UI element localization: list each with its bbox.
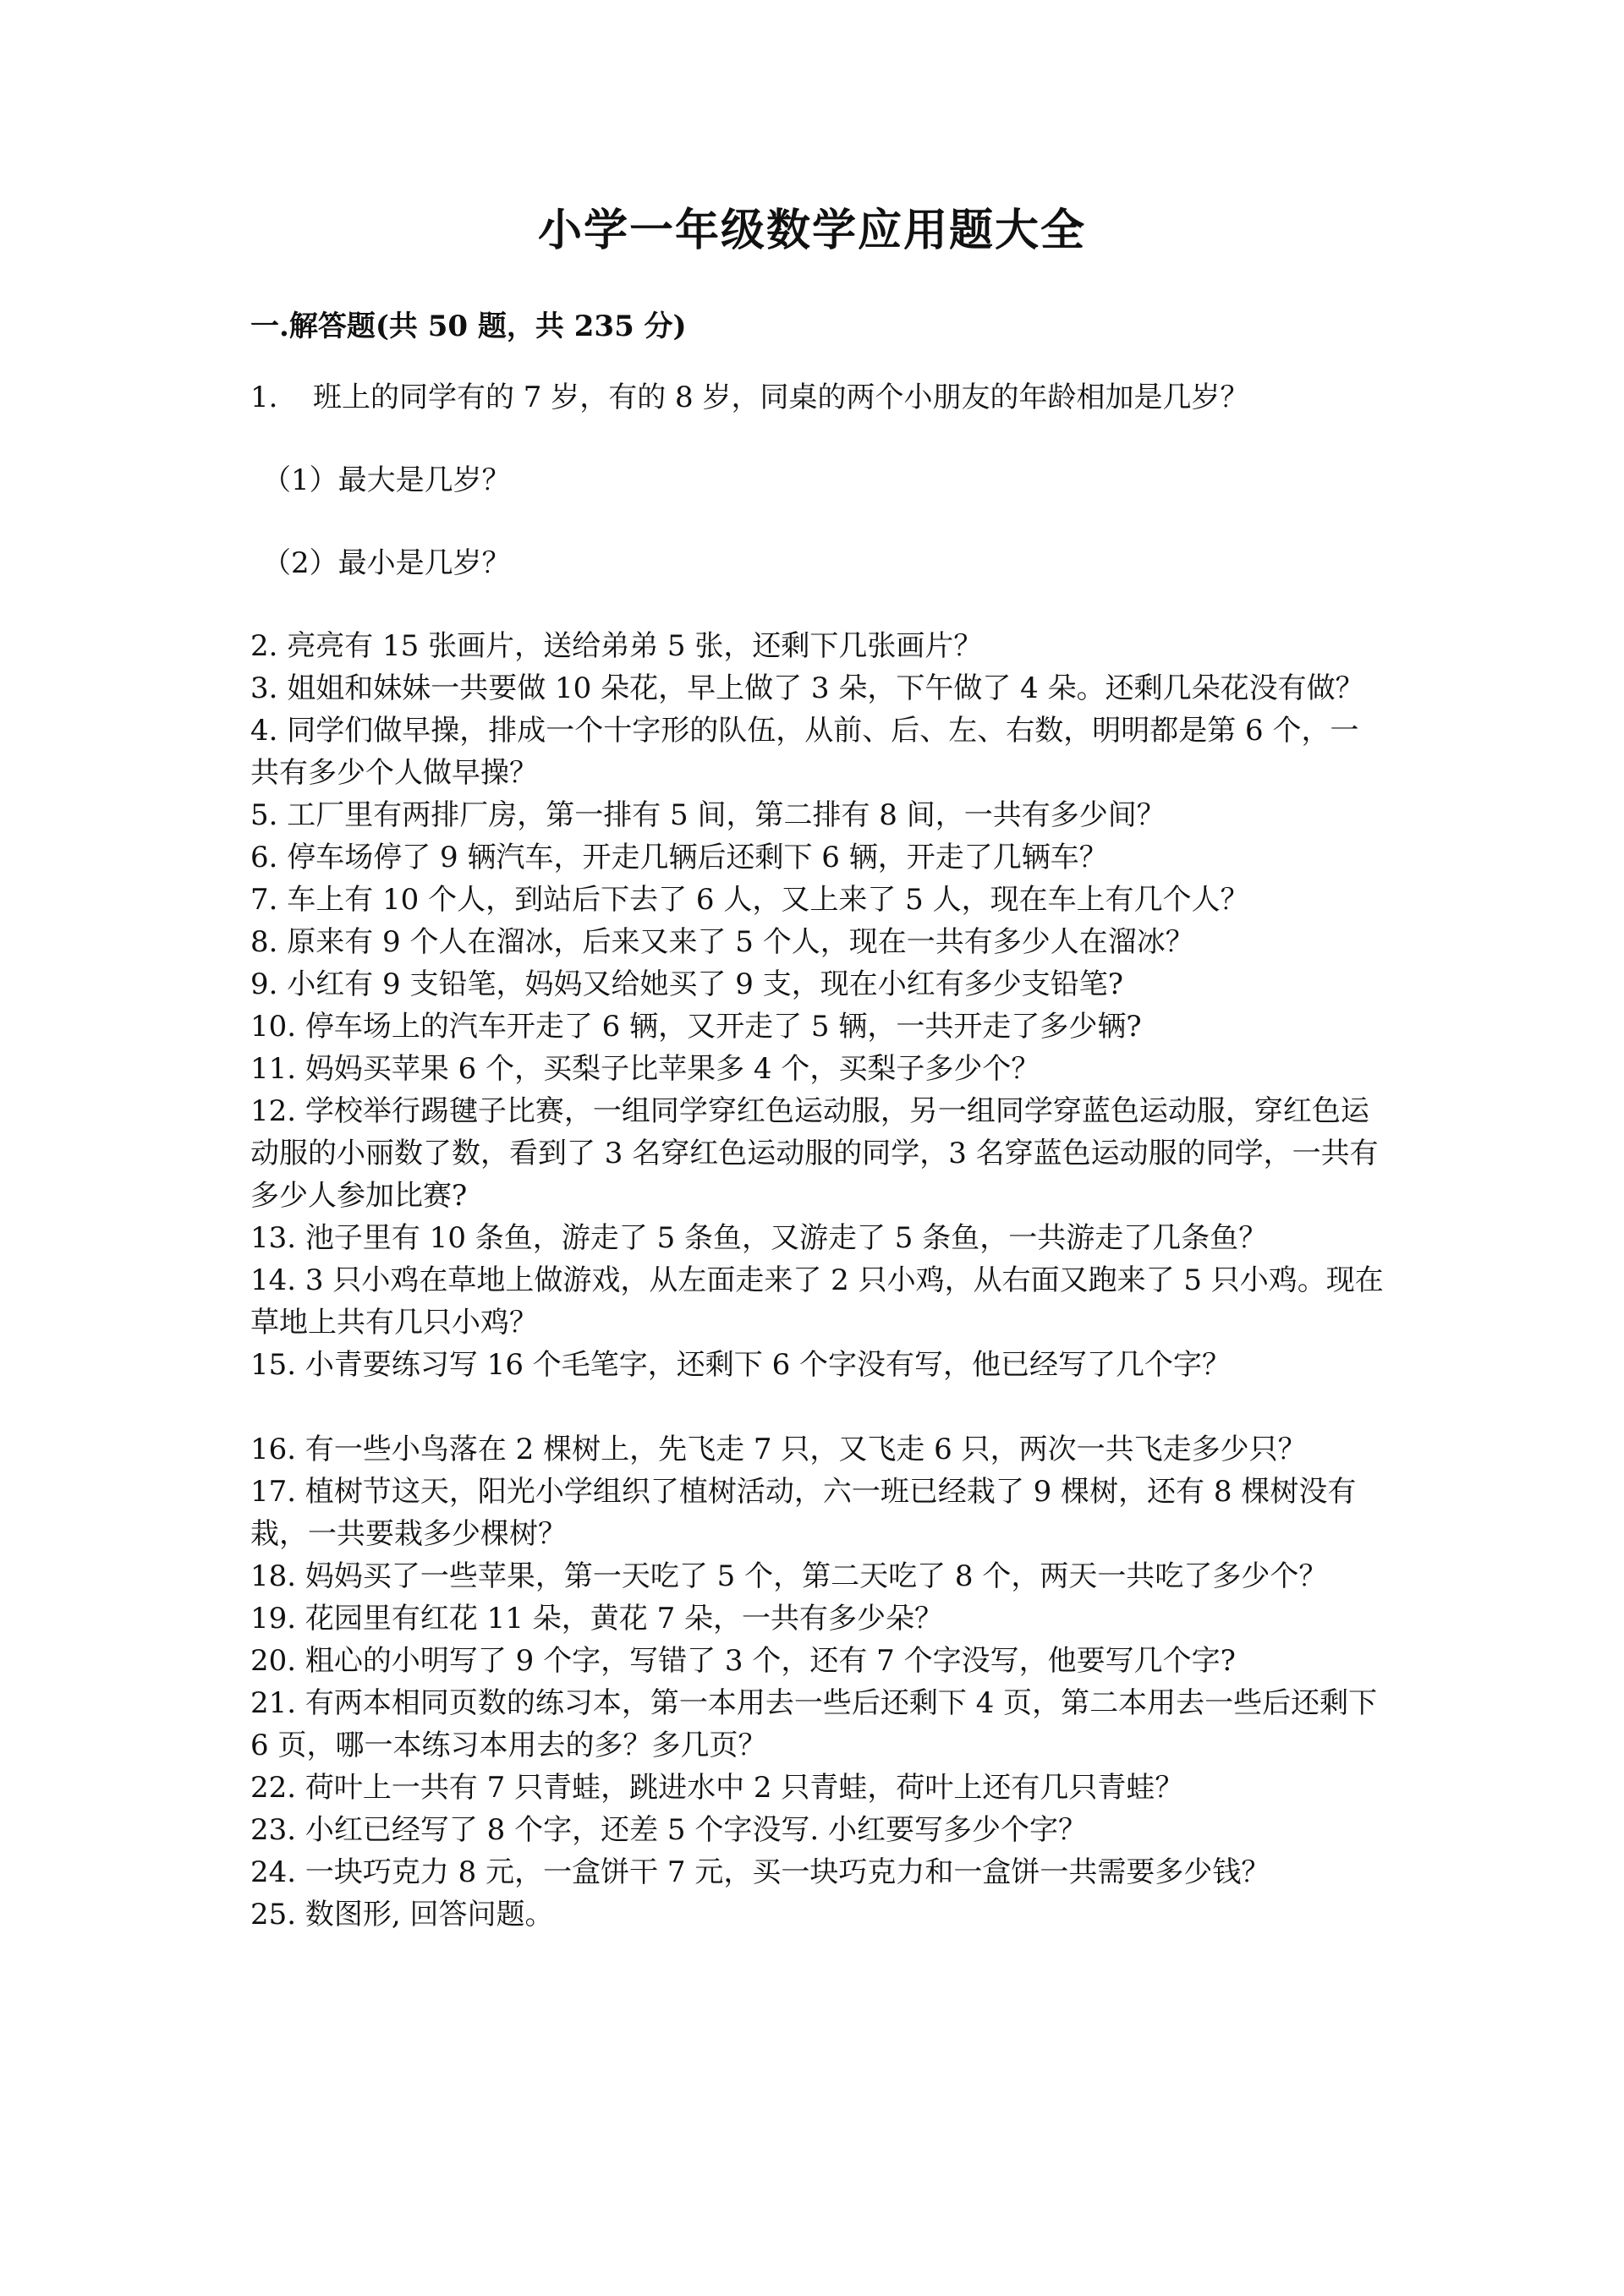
question-number: 1. [250,381,278,414]
question-item: 2. 亮亮有 15 张画片，送给弟弟 5 张，还剩下几张画片？ [250,629,983,663]
sub-question: （1）最大是几岁？ [262,463,511,497]
question-item: 4. 同学们做早操，排成一个十字形的队伍，从前、后、左、右数，明明都是第 6 个，一共有多少个人做早操？ [250,714,1359,790]
question-item: 12. 学校举行踢毽子比赛，一组同学穿红色运动服，另一组同学穿蓝色运动服，穿红色运动服的小丽数了数，看到了 3 名穿红色运动服的同学，3 名穿蓝色运动服的同学，一共有多少人参加比赛? [250,1094,1379,1213]
question-item: 20. 粗心的小明写了 9 个字，写错了 3 个，还有 7 个字没写，他要写几个字? [250,1644,1236,1678]
question-item: 25. 数图形, 回答问题。 [250,1898,554,1932]
sub-question: （2）最小是几岁？ [262,546,511,580]
question-item: 24. 一块巧克力 8 元，一盒饼干 7 元，买一块巧克力和一盒饼一共需要多少钱？ [250,1855,1270,1889]
question-item [250,376,1384,419]
question-item: 17. 植树节这天，阳光小学组织了植树活动，六一班已经栽了 9 棵树，还有 8 棵树没有栽，一共要栽多少棵树？ [250,1475,1357,1551]
question-item: 13. 池子里有 10 条鱼，游走了 5 条鱼，又游走了 5 条鱼，一共游走了几条鱼？ [250,1221,1268,1255]
question-item: 3. 姐姐和妹妹一共要做 10 朵花，早上做了 3 朵，下午做了 4 朵。还剩几朵花没有做？ [250,671,1364,705]
question-item: 11. 妈妈买苹果 6 个，买梨子比苹果多 4 个，买梨子多少个？ [250,1052,1040,1086]
question-item: 23. 小红已经写了 8 个字，还差 5 个字没写. 小红要写多少个字？ [250,1813,1087,1847]
question-item: 8. 原来有 9 个人在溜冰，后来又来了 5 个人，现在一共有多少人在溜冰？ [250,925,1194,959]
question-item: 22. 荷叶上一共有 7 只青蛙，跳进水中 2 只青蛙，荷叶上还有几只青蛙？ [250,1771,1184,1805]
question-item: 16. 有一些小鸟落在 2 棵树上，先飞走 7 只，又飞走 6 只，两次一共飞走多少只？ [250,1433,1307,1466]
page-title: 小学一年级数学应用题大全 [537,205,1086,256]
question-item: 6. 停车场停了 9 辆汽车，开走几辆后还剩下 6 辆，开走了几辆车？ [250,841,1108,874]
question-item: 18. 妈妈买了一些苹果，第一天吃了 5 个，第二天吃了 8 个，两天一共吃了多少个？ [250,1559,1328,1593]
question-item: 19. 花园里有红花 11 朵，黄花 7 朵，一共有多少朵？ [250,1602,944,1636]
question-item: 5. 工厂里有两排厂房，第一排有 5 间，第二排有 8 间，一共有多少间？ [250,798,1166,832]
question-list [250,376,1384,1936]
question-item: 14. 3 只小鸡在草地上做游戏，从左面走来了 2 只小鸡，从右面又跑来了 5 只小鸡。现在草地上共有几只小鸡？ [250,1263,1384,1340]
question-text: 班上的同学有的 7 岁，有的 8 岁，同桌的两个小朋友的年龄相加是几岁？ [313,381,1249,414]
question-item: 9. 小红有 9 支铅笔，妈妈又给她买了 9 支，现在小红有多少支铅笔? [250,967,1123,1001]
question-item: 15. 小青要练习写 16 个毛笔字，还剩下 6 个字没有写，他已经写了几个字？ [250,1348,1232,1382]
question-item: 10. 停车场上的汽车开走了 6 辆，又开走了 5 辆，一共开走了多少辆? [250,1010,1142,1044]
question-item: 21. 有两本相同页数的练习本，第一本用去一些后还剩下 4 页，第二本用去一些后还剩下 6 页，哪一本练习本用去的多？多几页？ [250,1686,1378,1762]
section-heading: 一.解答题(共 50 题，共 235 分) [250,310,687,343]
question-item: 7. 车上有 10 个人，到站后下去了 6 人，又上来了 5 人，现在车上有几个人？ [250,883,1249,917]
